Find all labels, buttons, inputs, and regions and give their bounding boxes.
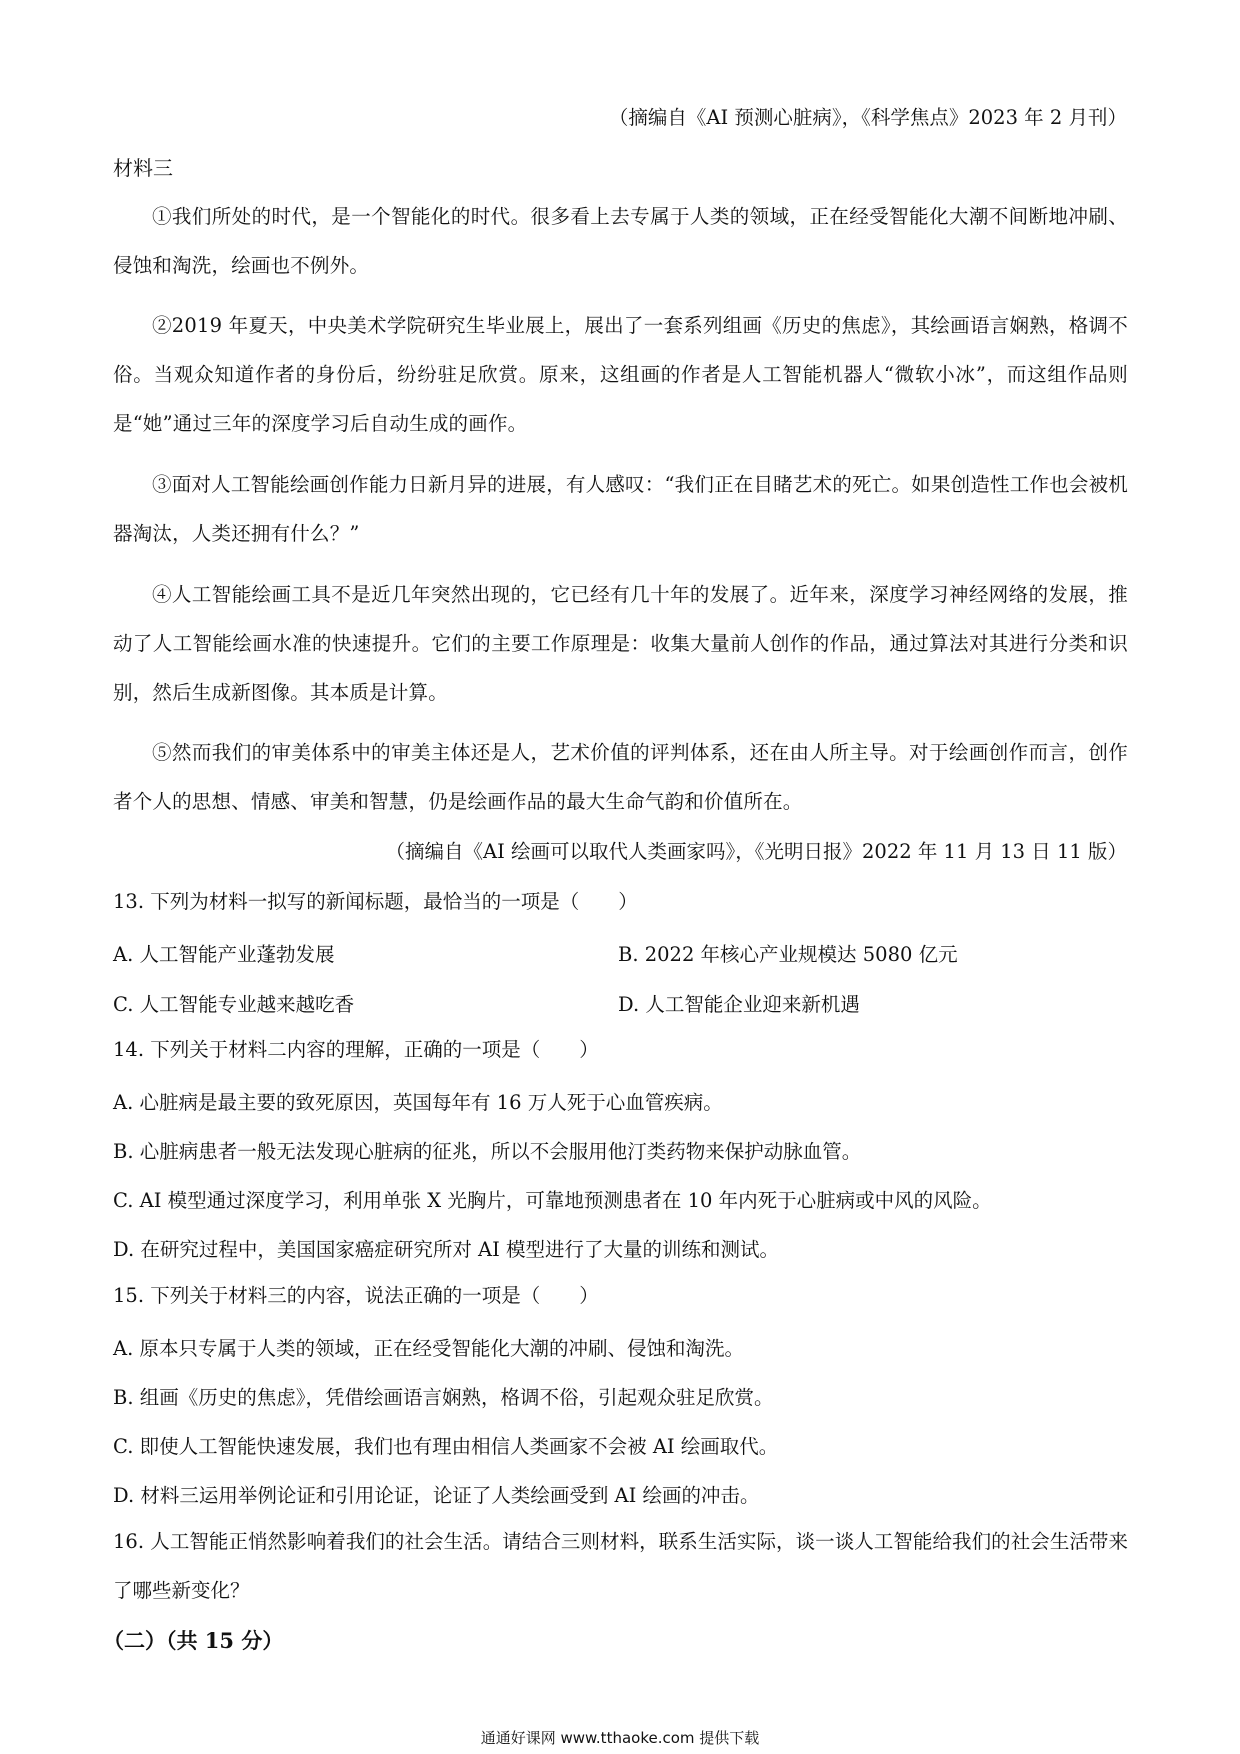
question-13-option-a: A. 人工智能产业蓬勃发展 [113, 943, 335, 966]
question-13-stem: 13. 下列为材料一拟写的新闻标题，最恰当的一项是（ ） [113, 890, 638, 913]
question-15-option-d: D. 材料三运用举例论证和引用论证，论证了人类绘画受到 AI 绘画的冲击。 [113, 1484, 760, 1507]
question-13-option-b: B. 2022 年核心产业规模达 5080 亿元 [618, 943, 958, 966]
question-14-option-a: A. 心脏病是最主要的致死原因，英国每年有 16 万人死于心血管疾病。 [113, 1091, 723, 1114]
material3-paragraph-5: ⑤然而我们的审美体系中的审美主体还是人，艺术价值的评判体系，还在由人所主导。对于绘画创作而言，创作者个人的思想、情感、审美和智慧，仍是绘画作品的最大生命气韵和价值所在。 [113, 741, 1128, 813]
question-14-option-c: C. AI 模型通过深度学习，利用单张 X 光胸片，可靠地预测患者在 10 年内死于心脏病或中风的风险。 [113, 1189, 992, 1212]
question-15-option-b: B. 组画《历史的焦虑》，凭借绘画语言娴熟，格调不俗，引起观众驻足欣赏。 [113, 1386, 774, 1409]
source-citation-material2: （摘编自《AI 预测心脏病》，《科学焦点》2023 年 2 月刊） [608, 106, 1127, 129]
material3-paragraph-4: ④人工智能绘画工具不是近几年突然出现的，它已经有几十年的发展了。近年来，深度学习神经网络的发展，推动了人工智能绘画水准的快速提升。它们的主要工作原理是：收集大量前人创作的作品，通过算法对其进行分类和识别，然后生成新图像。其本质是计算。 [113, 583, 1128, 704]
material3-paragraph-2: ②2019 年夏天，中央美术学院研究生毕业展上，展出了一套系列组画《历史的焦虑》，其绘画语言娴熟，格调不俗。当观众知道作者的身份后，纷纷驻足欣赏。原来，这组画的作者是人工智能机器人“微软小冰”，而这组作品则是“她”通过三年的深度学习后自动生成的画作。 [113, 314, 1128, 435]
question-16-stem: 16. 人工智能正悄然影响着我们的社会生活。请结合三则材料，联系生活实际，谈一谈人工智能给我们的社会生活带来了哪些新变化？ [113, 1530, 1128, 1602]
question-14-option-d: D. 在研究过程中，美国国家癌症研究所对 AI 模型进行了大量的训练和测试。 [113, 1238, 780, 1261]
question-13-option-c: C. 人工智能专业越来越吃香 [113, 993, 355, 1016]
page-footer: 通通好课网 www.tthaoke.com 提供下载 [480, 1729, 760, 1747]
question-14-option-b: B. 心脏病患者一般无法发现心脏病的征兆，所以不会服用他汀类药物来保护动脉血管。 [113, 1140, 862, 1163]
section-2-heading: （二）（共 15 分） [103, 1628, 284, 1653]
material3-paragraph-1: ①我们所处的时代，是一个智能化的时代。很多看上去专属于人类的领域，正在经受智能化大潮不间断地冲刷、侵蚀和淘洗，绘画也不例外。 [113, 205, 1128, 277]
source-citation-material3: （摘编自《AI 绘画可以取代人类画家吗》，《光明日报》2022 年 11 月 13 日 11 版） [385, 840, 1127, 863]
question-15-stem: 15. 下列关于材料三的内容，说法正确的一项是（ ） [113, 1284, 599, 1307]
material3-paragraph-3: ③面对人工智能绘画创作能力日新月异的进展，有人感叹：“我们正在目睹艺术的死亡。如果创造性工作也会被机器淘汰，人类还拥有什么？” [113, 473, 1128, 545]
question-14-stem: 14. 下列关于材料二内容的理解，正确的一项是（ ） [113, 1038, 599, 1061]
material3-heading: 材料三 [113, 156, 173, 180]
question-13-option-d: D. 人工智能企业迎来新机遇 [618, 993, 860, 1016]
question-15-option-c: C. 即使人工智能快速发展，我们也有理由相信人类画家不会被 AI 绘画取代。 [113, 1435, 779, 1458]
question-15-option-a: A. 原本只专属于人类的领域，正在经受智能化大潮的冲刷、侵蚀和淘洗。 [113, 1337, 744, 1360]
